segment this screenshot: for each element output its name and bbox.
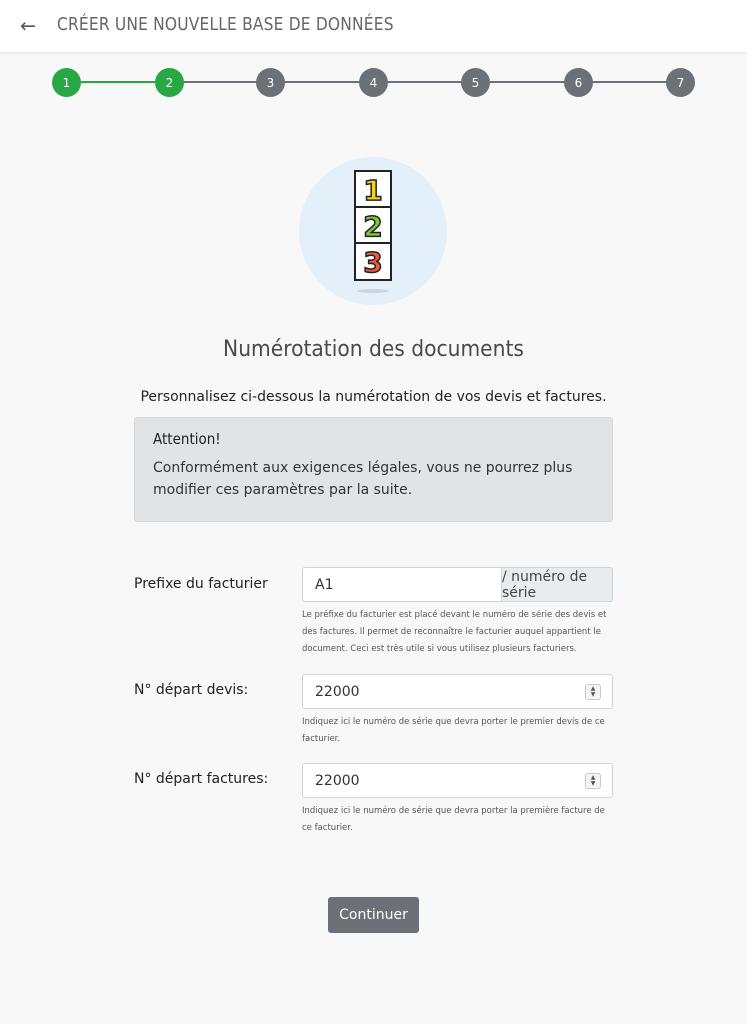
invoice-start-label: N° départ factures: [134, 771, 269, 787]
prefix-input[interactable] [302, 567, 502, 602]
alert-title: Attention! [153, 430, 221, 448]
prefix-input-group [302, 567, 613, 602]
step-connector-3-4 [284, 81, 360, 83]
invoice-start-input[interactable] [302, 763, 613, 798]
digit-3: 3 [363, 246, 383, 279]
step-5[interactable]: 5 [461, 68, 490, 97]
prefix-suffix: / numéro de série [502, 567, 613, 602]
step-2[interactable]: 2 [155, 68, 184, 97]
quote-start-help: Indiquez ici le numéro de série que devra porter le premier devis de ce facturier. [302, 717, 605, 744]
page-title: CRÉER UNE NOUVELLE BASE DE DONNÉES [57, 14, 394, 35]
step-connector-2-3 [183, 81, 257, 83]
step-4[interactable]: 4 [359, 68, 388, 97]
invoice-start-group [302, 763, 613, 798]
section-intro: Personnalisez ci-dessous la numérotation de vos devis et factures. [140, 389, 607, 405]
step-6[interactable]: 6 [564, 68, 593, 97]
quote-start-value: 22000 [315, 683, 360, 700]
quote-start-label: N° départ devis: [134, 682, 249, 698]
step-connector-4-5 [387, 81, 462, 83]
quote-start-spinner-icon[interactable]: ▲ ▼ [585, 684, 601, 700]
step-connector-5-6 [490, 81, 565, 83]
digit-1: 1 [363, 174, 383, 207]
step-connector-6-7 [592, 81, 667, 83]
step-connector-1-2 [80, 81, 156, 83]
alert-body: Conformément aux exigences légales, vous ne pourrez plus modifier ces paramètres par la suite. [153, 460, 573, 498]
numbered-blocks-icon [299, 157, 447, 305]
step-3[interactable]: 3 [256, 68, 285, 97]
illustration-shadow [357, 289, 389, 293]
quote-start-input[interactable] [302, 674, 613, 709]
numbering-illustration [299, 157, 447, 305]
back-arrow-icon[interactable]: ← [20, 15, 36, 37]
wizard-stepper [0, 68, 747, 98]
prefix-label: Prefixe du facturier [134, 576, 268, 592]
section-title: Numérotation des documents [223, 337, 524, 362]
invoice-start-help: Indiquez ici le numéro de série que devra porter la première facture de ce facturier. [302, 806, 605, 833]
invoice-start-value: 22000 [315, 772, 360, 789]
invoice-start-spinner-icon[interactable]: ▲ ▼ [585, 773, 601, 789]
quote-start-group [302, 674, 613, 709]
continue-button[interactable]: Continuer [328, 897, 419, 933]
digit-2: 2 [363, 210, 383, 243]
warning-alert [134, 417, 613, 522]
top-bar [0, 0, 747, 52]
step-7[interactable]: 7 [666, 68, 695, 97]
step-1[interactable]: 1 [52, 68, 81, 97]
prefix-help: Le préfixe du facturier est placé devant le numéro de série des devis et des factures. Il permet de reconnaître le facturier auquel appartient le document. Ceci est très utile si vous utilisez plusieurs facturiers. [302, 610, 607, 654]
